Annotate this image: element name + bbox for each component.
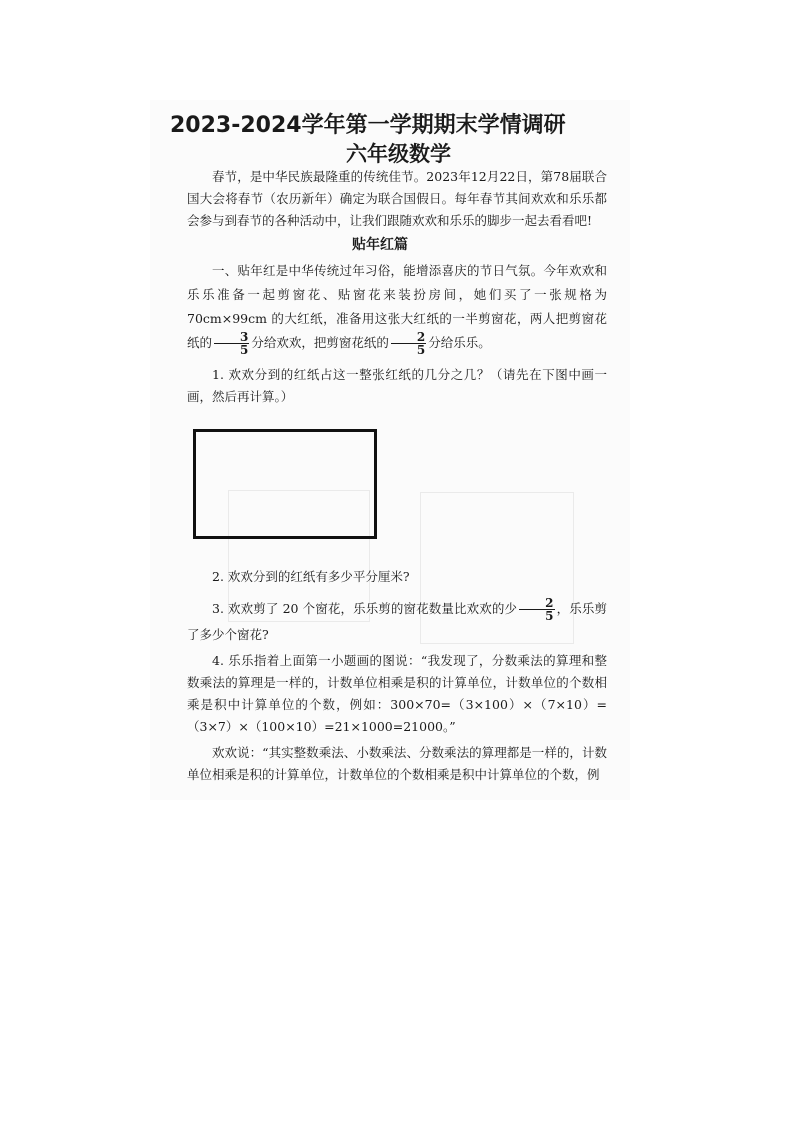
section-title: 贴年红篇: [352, 237, 408, 253]
question-4: 4. 乐乐指着上面第一小题画的图说：“我发现了，分数乘法的算理和整数乘法的算理是一样的，计数单位相乘是积的计算单位，计数单位的个数相乘是积中计算单位的个数，例如：300×70=（3×100）×（7×10）=（3×7）×（100×10）=21×1000=21000。”: [187, 653, 607, 734]
question-2: 2. 欢欢分到的红纸有多少平分厘米?: [212, 569, 410, 584]
page-title: 2023-2024学年第一学期期末学情调研: [170, 113, 566, 138]
fraction-numerator: 2: [391, 331, 426, 344]
fraction-numerator: 3: [214, 331, 249, 344]
question-3-text-a: 3. 欢欢剪了 20 个窗花，乐乐剪的窗花数量比欢欢的少: [212, 601, 518, 616]
problem-text-b: 分给欢欢，把剪窗花纸的: [251, 335, 389, 350]
fraction-numerator: 2: [519, 597, 554, 610]
fraction-denominator: 5: [545, 609, 554, 623]
fraction-denominator: 5: [240, 343, 249, 357]
drawing-rectangle[interactable]: [193, 429, 377, 539]
problem-text-c: 分给乐乐。: [428, 335, 491, 350]
fraction-three-fifths: [214, 331, 249, 356]
question-3-text-b: ，乐乐剪了多少个窗花?: [187, 601, 607, 642]
intro-paragraph: 春节，是中华民族最隆重的传统佳节。2023年12月22日，第78届联合国大会将春节（农历新年）确定为联合国假日。每年春节其间欢欢和乐乐都会参与到春节的各种活动中，让我们跟随欢欢和乐乐的脚步一起去看看吧!: [187, 169, 607, 228]
page-subtitle: 六年级数学: [346, 142, 451, 166]
question-3: [187, 596, 607, 648]
question-1: 1. 欢欢分到的红纸占这一整张红纸的几分之几？（请先在下图中画一画，然后再计算。）: [187, 367, 607, 404]
fraction-two-fifths: [519, 597, 554, 622]
fraction-denominator: 5: [416, 343, 426, 357]
problem-text-a: 一、贴年红是中华传统过年习俗，能增添喜庆的节日气氛。今年欢欢和乐乐准备一起剪窗花、贴窗花来装扮房间，她们买了一张规格为 70cm×99cm 的大红纸，准备用这张大红纸的一半剪窗花，两人把剪窗花纸的: [187, 263, 607, 350]
problem-paragraph: [187, 259, 607, 356]
fraction-two-fifths: [391, 331, 426, 356]
question-4-continued: 欢欢说：“其实整数乘法、小数乘法、分数乘法的算理都是一样的，计数单位相乘是积的计算单位，计数单位的个数相乘是积中计算单位的个数，例: [187, 745, 607, 782]
